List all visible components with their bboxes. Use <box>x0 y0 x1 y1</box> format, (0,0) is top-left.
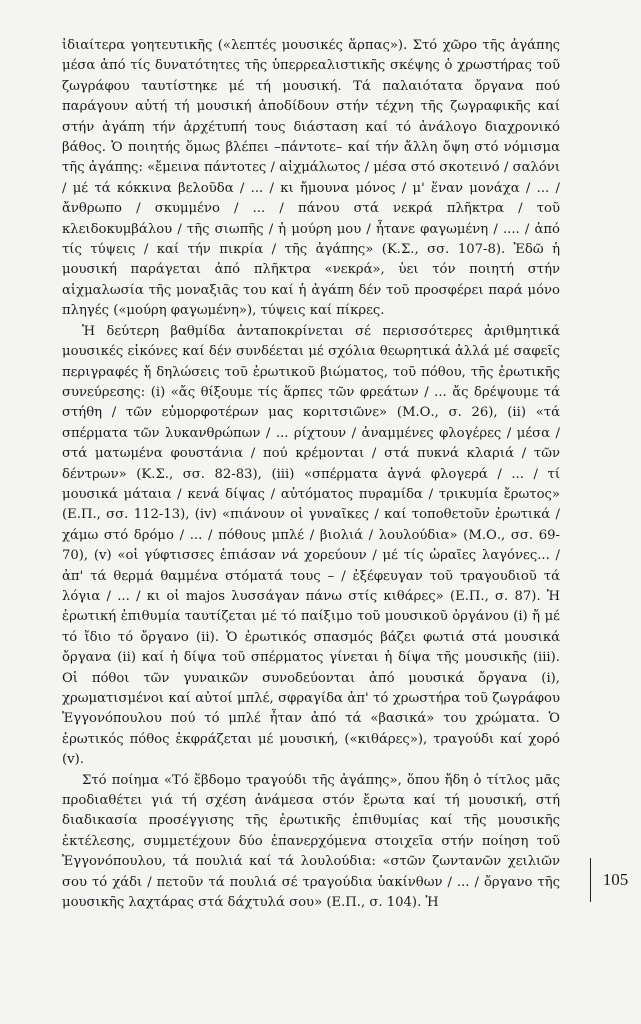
body-text <box>62 36 560 913</box>
paragraph-1: ἰδιαίτερα γοητευτικῆς («λεπτές μουσικές ἅρπας»). Στό χῶρο τῆς ἀγάπης μέσα ἀπό τίς δυνατότητες τῆς ὑπερρεαλιστικῆς σκέψης ὁ χρωστήρας τοῦ ζωγράφου ταυτίστηκε μέ τή μουσική. Τά παλαιότατα ὄργανα πού παράγουν αὐτή τή μουσική ἀποδίδουν στήν τέχνη τῆς ζωγραφικῆς καί στήν ἀγάπη τήν ἀρχέτυπή τους διάσταση καί τό ἀνάλογο διαχρονικό βάθος. Ὁ ποιητής ὅμως βλέπει –πάντοτε– καί τήν ἄλλη ὄψη στό νόμισμα τῆς ἀγάπης: «ἔμεινα πάντοτες / αἰχμάλωτος / μέσα στό σκοτεινό / σαλόνι / μέ τά κόκκινα βελοῦδα / ... / κι ἤμουνα μόνος / μ' ἕναν μονάχα / ... / ἄνθρωπο / σκυμμένο / ... / πάνου στά νεκρά πλῆκτρα / τοῦ κλειδοκυμβάλου / τῆς σιωπῆς / ἡ μούρη μου / ἦτανε φαγωμένη / .... / ἀπό τίς τύψεις / καί τήν πικρία / τῆς ἀγάπης» (Κ.Σ., σσ. 107-8). Ἐδῶ ἡ μουσική παράγεται ἀπό πλῆκτρα «νεκρά», ὑει τόν ποιητή στήν αἰχμαλωσία τῆς μοναξιᾶς του καί ἡ ἀγάπη δέν τοῦ προσφέρει παρά μόνο πληγές («μούρη φαγωμένη»), τύψεις καί πίκρες. <box>62 38 560 319</box>
paragraph-3: Στό ποίημα «Τό ἕβδομο τραγούδι τῆς ἀγάπης», ὅπου ἤδη ὁ τίτλος μᾶς προδιαθέτει γιά τή σχέση ἀνάμεσα στόν ἔρωτα καί τή μουσική, στή διαδικασία προσέγγισης τῆς ἐρωτικῆς ἐπιθυμίας καί τῆς μουσικῆς ἐκτέλεσης, συμμετέχουν δύο ἐπανερχόμενα στοιχεῖα στήν ποίηση τοῦ Ἐγγονόπουλου, τά πουλιά καί τά λουλούδια: «στῶν ζωντανῶν χειλιῶν σου τό χάδι / πετοῦν τά πουλιά σέ τραγούδια ὑακίνθων / ... / ὄργανο τῆς μουσικῆς λαχτάρας στά δάχτυλά σου» (Ε.Π., σ. 104). Ἡ <box>62 772 560 911</box>
page-number: 105 <box>590 858 634 902</box>
paragraph-2: Ἡ δεύτερη βαθμίδα ἀνταποκρίνεται σέ περισσότερες ἀριθμητικά μουσικές εἰκόνες καί δέν συνδέεται μέ σχόλια θεωρητικά ἀλλά μέ σαφεῖς περιγραφές ἤ δηλώσεις τοῦ ἐρωτικοῦ βιώματος, τοῦ πόθου, τῆς ἐρωτικῆς συνεύρεσης: (i) «ἄς θίξουμε τίς ἅρπες τῶν φρεάτων / ... ἄς δρέψουμε τά στήθη / τῶν εὐμορφοτέρων μας κοριτσιῶνε» (Μ.Ο., σ. 26), (ii) «τά σπέρματα τῶν λυκανθρώπων / ... ρίχτουν / ἀναμμένες φλογέρες / μέσα / στά ματωμένα φουστάνια / πού κρέμονται / στά πυκνά κλαριά / τῶν δέντρων» (Κ.Σ., σσ. 82-83), (iii) «σπέρματα ἁγνά φλογερά / ... / τί μουσικά μάταια / κενά δίψας / αὐτόματος πυραμίδα / τρικυμία ἔρωτος» (Ε.Π., σσ. 112-13), (iv) «πιάνουν οἱ γυναῖκες / καί τοποθετοῦν ἐρωτικά / χάμω στό δρόμο / ... / πόθους μπλέ / βιολιά / λουλούδια» (Μ.Ο., σσ. 69-70), (v) «οἱ γύφτισσες ἐπιάσαν νά χορεύουν / μέ τίς ὡραῖες λαγόνες... / ἀπ' τά θερμά θαμμένα στόματά τους – / ἐξέφευγαν τοῦ τραγουδιοῦ τά λόγια / ... / κι οἱ majos λυσσάγαν πάνω στίς κιθάρες» (Ε.Π., σ. 87). Ἡ ἐρωτική ἐπιθυμία ταυτίζεται μέ τό παίξιμο τοῦ μουσικοῦ ὀργάνου (i) ἤ μέ τό ἴδιο τό ὄργανο (ii). Ὁ ἐρωτικός σπασμός βάζει φωτιά στά μουσικά ὄργανα (ii) καί ἡ δίψα τοῦ σπέρματος γίνεται ἡ δίψα τῆς μουσικῆς (iii). Οἱ πόθοι τῶν γυναικῶν συνοδεύονται ἀπό μουσικά ὄργανα (i), χρωματισμένοι καί αὐτοί μπλέ, σφραγίδα ἀπ' τό χρωστήρα τοῦ ζωγράφου Ἐγγονόπουλου πού τό μπλέ ἦταν ἀπό τά «βασικά» του χρώματα. Ὁ ἐρωτικός πόθος ἐκφράζεται μέ μουσική, («κιθάρες»), τραγούδι καί χορό (v). <box>62 323 560 768</box>
